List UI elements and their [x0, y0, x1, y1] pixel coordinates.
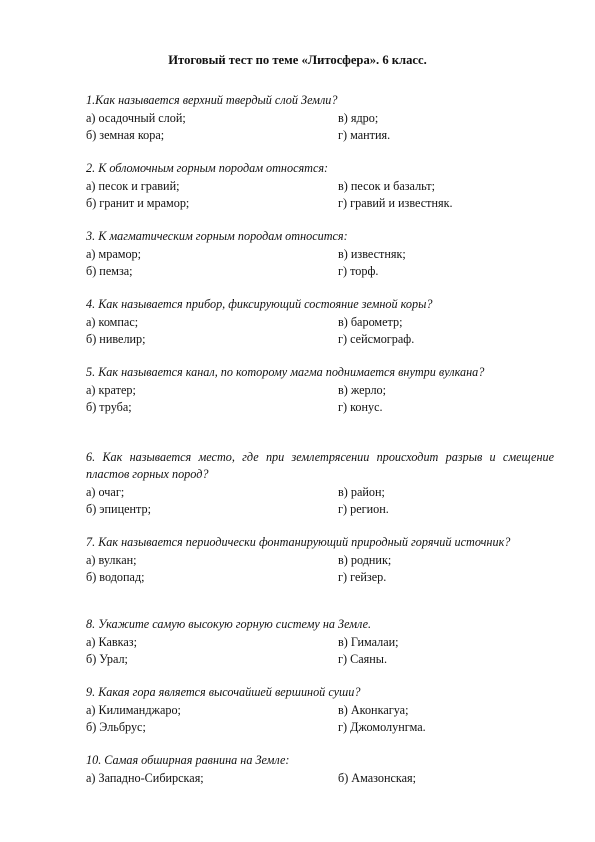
options-row: [86, 382, 554, 399]
question-text: 5. Как называется канал, по которому магма поднимается внутри вулкана?: [86, 365, 485, 379]
question-7: [86, 534, 554, 586]
option-g: г) гейзер.: [338, 570, 387, 584]
question-text: 9. Какая гора является высочайшей вершиной суши?: [86, 685, 361, 699]
option-v: в) Гималаи;: [338, 635, 399, 649]
options-row: [86, 634, 554, 651]
option-v: в) район;: [338, 485, 385, 499]
option-v: в) песок и базальт;: [338, 179, 435, 193]
question-text: 1.Как называется верхний твердый слой Земли?: [86, 93, 338, 107]
option-v: в) ядро;: [338, 111, 379, 125]
question-10: [86, 752, 554, 787]
option-b: б) эпицентр;: [86, 502, 151, 516]
options-row: [86, 314, 554, 331]
options-row: [86, 719, 554, 736]
option-b: б) земная кора;: [86, 128, 165, 142]
option-a: а) Кавказ;: [86, 635, 137, 649]
option-g: г) сейсмограф.: [338, 332, 415, 346]
options-row: [86, 702, 554, 719]
question-text: 2. К обломочным горным породам относятся:: [86, 161, 329, 175]
option-a: а) очаг;: [86, 485, 125, 499]
option-v: в) известняк;: [338, 247, 406, 261]
option-b: б) Эльбрус;: [86, 720, 146, 734]
options-row: [86, 770, 554, 787]
option-a: а) Западно-Сибирская;: [86, 771, 204, 785]
option-g: г) гравий и известняк.: [338, 196, 453, 210]
question-text: 6. Как называется место, где при землетрясении происходит разрыв и смещение пластов горных пород?: [86, 450, 554, 481]
option-a: а) кратер;: [86, 383, 136, 397]
option-v: в) родник;: [338, 553, 392, 567]
option-a: а) компас;: [86, 315, 139, 329]
option-g: г) торф.: [338, 264, 379, 278]
option-g: г) Джомолунгма.: [338, 720, 426, 734]
test-title: Итоговый тест по теме «Литосфера». 6 класс.: [168, 53, 427, 67]
option-a: а) осадочный слой;: [86, 111, 186, 125]
option-g: г) регион.: [338, 502, 389, 516]
options-row: [86, 484, 554, 501]
options-row: [86, 195, 554, 212]
option-a: а) мрамор;: [86, 247, 142, 261]
option-b: б) пемза;: [86, 264, 133, 278]
option-b: б) водопад;: [86, 570, 145, 584]
options-row: [86, 127, 554, 144]
option-v: в) Аконкагуа;: [338, 703, 409, 717]
question-2: [86, 160, 554, 212]
question-text: 8. Укажите самую высокую горную систему на Земле.: [86, 617, 372, 631]
option-b: б) Урал;: [86, 652, 128, 666]
option-g: г) мантия.: [338, 128, 391, 142]
question-5: [86, 364, 554, 416]
options-row: [86, 651, 554, 668]
option-v: в) жерло;: [338, 383, 387, 397]
options-row: [86, 263, 554, 280]
options-row: [86, 399, 554, 416]
question-1: [86, 92, 554, 144]
option-a: а) песок и гравий;: [86, 179, 180, 193]
option-b: б) гранит и мрамор;: [86, 196, 190, 210]
options-row: [86, 501, 554, 518]
question-4: [86, 296, 554, 348]
option-b: б) нивелир;: [86, 332, 146, 346]
options-row: [86, 552, 554, 569]
question-text: 10. Самая обширная равнина на Земле:: [86, 753, 290, 767]
option-v: в) барометр;: [338, 315, 403, 329]
options-row: [86, 246, 554, 263]
question-8: [86, 616, 554, 668]
option-g: г) конус.: [338, 400, 383, 414]
option-g: г) Саяны.: [338, 652, 388, 666]
option-a: а) Килиманджаро;: [86, 703, 181, 717]
question-text: 3. К магматическим горным породам относится:: [86, 229, 348, 243]
options-row: [86, 110, 554, 127]
options-row: [86, 569, 554, 586]
options-row: [86, 178, 554, 195]
options-row: [86, 331, 554, 348]
question-text: 7. Как называется периодически фонтанирующий природный горячий источник?: [86, 535, 511, 549]
question-text: 4. Как называется прибор, фиксирующий состояние земной коры?: [86, 297, 433, 311]
question-3: [86, 228, 554, 280]
option-b: б) труба;: [86, 400, 132, 414]
question-6: [86, 449, 554, 518]
option-a: а) вулкан;: [86, 553, 137, 567]
question-9: [86, 684, 554, 736]
option-b: б) Амазонская;: [338, 771, 417, 785]
